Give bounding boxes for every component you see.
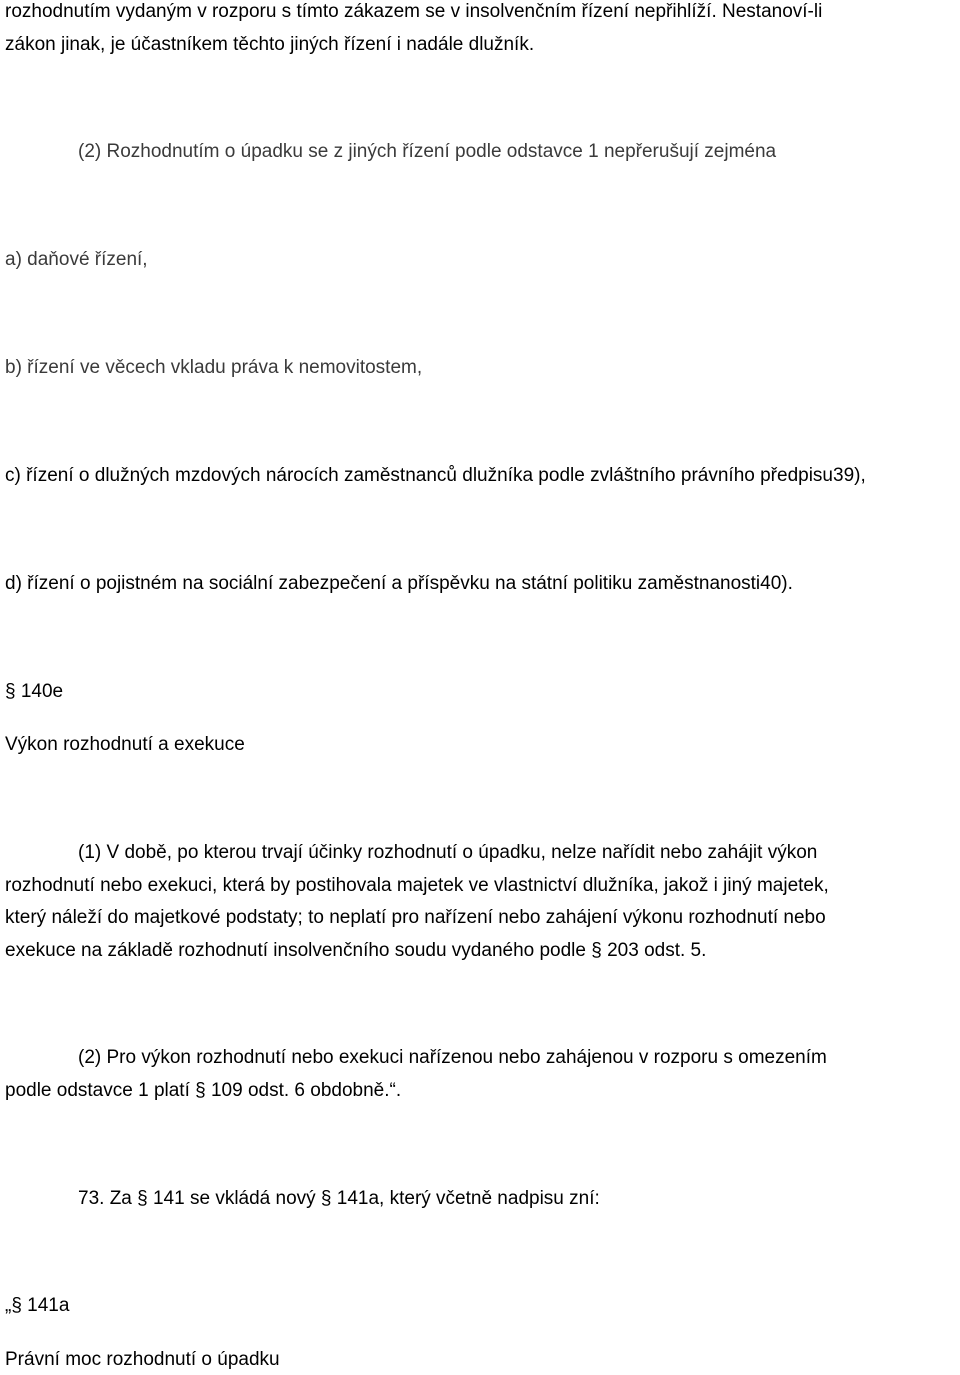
- section-140e-number: § 140e: [5, 681, 64, 702]
- section-141a-number: „§ 141a: [5, 1295, 70, 1316]
- section-140e-title: Výkon rozhodnutí a exekuce: [5, 734, 245, 755]
- list-item-d: d) řízení o pojistném na sociální zabezpečení a příspěvku na státní politiku zaměstnanosti40).: [5, 573, 793, 594]
- intro-line-1: rozhodnutím vydaným v rozporu s tímto zákazem se v insolvenčním řízení nepřihlíží. Nestanoví-li: [5, 1, 823, 22]
- section-140e-p1-line-1: (1) V době, po kterou trvají účinky rozhodnutí o úpadku, nelze nařídit nebo zahájit výkon: [78, 842, 818, 863]
- intro-line-2: zákon jinak, je účastníkem těchto jiných řízení i nadále dlužník.: [5, 34, 535, 55]
- section-140e-p1-line-2: rozhodnutí nebo exekuci, která by postihovala majetek ve vlastnictví dlužníka, jakož i jiný majetek,: [5, 875, 829, 896]
- point-73: 73. Za § 141 se vkládá nový § 141a, který včetně nadpisu zní:: [78, 1188, 600, 1209]
- list-item-b: b) řízení ve věcech vkladu práva k nemovitostem,: [5, 357, 423, 378]
- section-140e-p1-line-4: exekuce na základě rozhodnutí insolvenčního soudu vydaného podle § 203 odst. 5.: [5, 940, 707, 961]
- list-item-a: a) daňové řízení,: [5, 249, 148, 270]
- paragraph-2-heading: (2) Rozhodnutím o úpadku se z jiných řízení podle odstavce 1 nepřerušují zejména: [78, 141, 777, 162]
- list-item-c: c) řízení o dlužných mzdových nárocích zaměstnanců dlužníka podle zvláštního právního předpisu39),: [5, 465, 866, 486]
- section-141a-title: Právní moc rozhodnutí o úpadku: [5, 1349, 280, 1370]
- section-140e-p2-line-1: (2) Pro výkon rozhodnutí nebo exekuci nařízenou nebo zahájenou v rozporu s omezením: [78, 1047, 827, 1068]
- section-140e-p2-line-2: podle odstavce 1 platí § 109 odst. 6 obdobně.“.: [5, 1080, 402, 1101]
- section-140e-p1-line-3: který náleží do majetkové podstaty; to neplatí pro nařízení nebo zahájení výkonu rozhodnutí nebo: [5, 907, 826, 928]
